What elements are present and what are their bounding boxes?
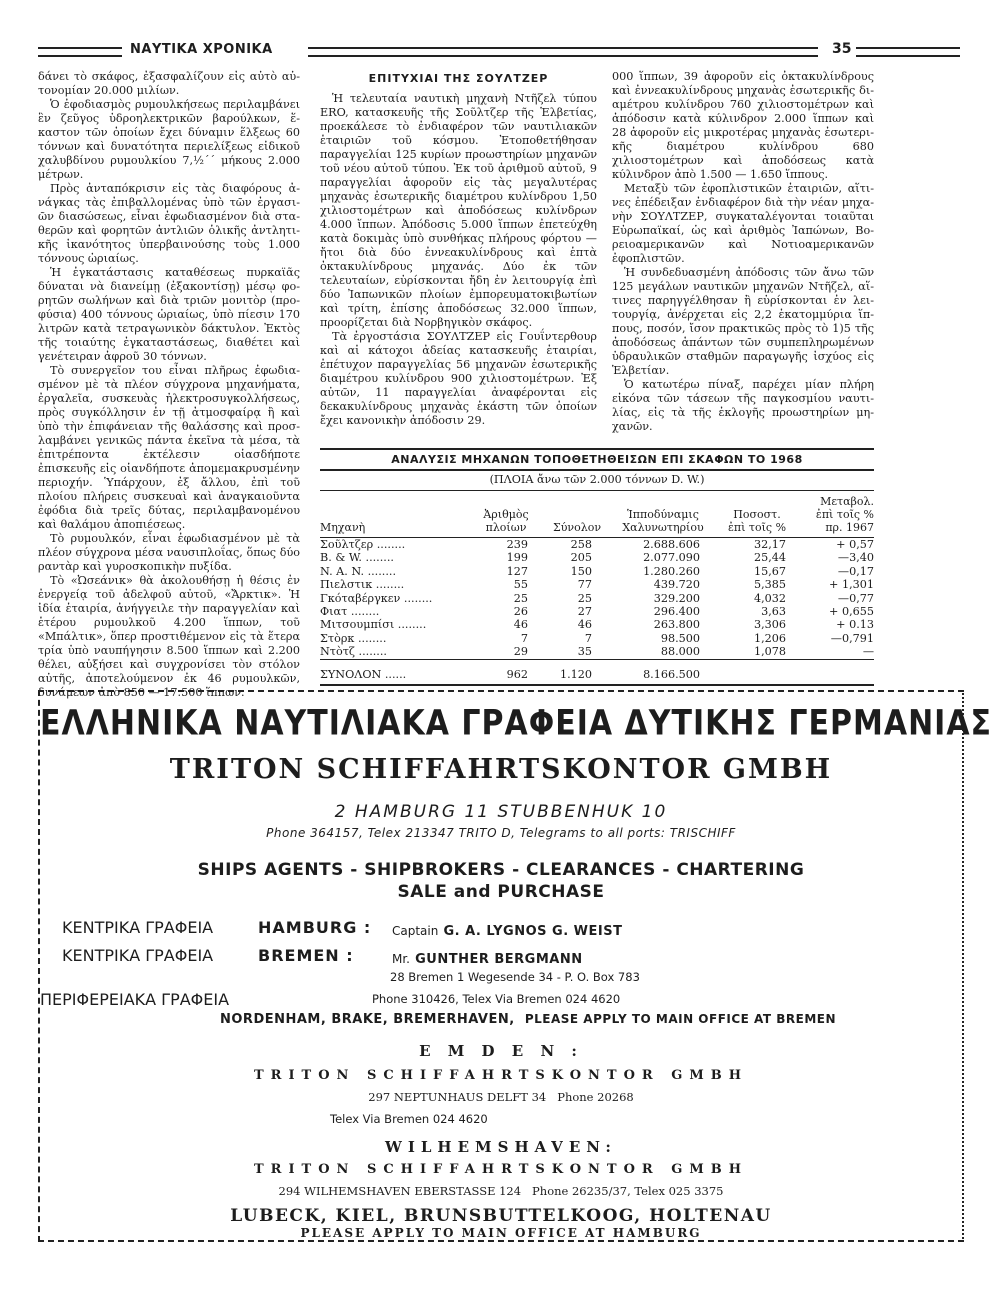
cell-ships: 127 bbox=[506, 564, 528, 578]
cell-change: + 1,301 bbox=[829, 578, 874, 592]
bottom-cities: LUBECK, KIEL, BRUNSBUTTELKOOG, HOLTENAU bbox=[230, 1206, 772, 1226]
col-header-percent: Ποσοστ. ἐπὶ τοῖς % bbox=[714, 491, 800, 538]
col-header-change: Μεταβολ. ἐπὶ τοῖς % πρ. 1967 bbox=[800, 491, 874, 538]
cell-change: + 0.13 bbox=[836, 618, 874, 632]
paragraph: 000 ἵππων, 39 ἀφοροῦν εἰς ὀκτακυλίνδρους καὶ ἐννεακυλίνδρους μηχανὰς ἐσωτερικῆς διαμέτρου κυλίνδρου 760 χιλιοστομέτρων καὶ ἀπόδοσιν κατὰ κύλινδρον 2.000 ἵππων καὶ 28 ἀφοροῦν εἰς μικροτέρας μηχανὰς ἐσωτερικῆς διαμέτρου κυλίνδρου 680 χιλιοστομέτρων καὶ ἀποδόσεως κατὰ κύλινδρον ἀπὸ 1.500 — 1.650 ἵππους. bbox=[612, 70, 874, 181]
paragraph: Ἡ τελευταία ναυτικὴ μηχανὴ Ντῆζελ τύπου ERO, κατασκευῆς τῆς Σοῦλτζερ τῆς Ἑλβετίας, προεκάλεσε τὸ ἐνδιαφέρον τῶν ναυτιλιακῶν ἑταιριῶν τοῦ κόσμου. Ἐτοποθετήθησαν παραγγελίαι 125 κυρίων προωστηρίων μηχανῶν τοῦ νέου αὐτοῦ τύπου. Ἐκ τοῦ ἀριθμοῦ αὐτοῦ, 9 παραγγελίαι ἀφοροῦν εἰς τὰς μεγαλυτέρας μηχανὰς ἐσωτερικῆς διαμέτρου κυλίνδρου 1,50 χιλιοστομέτρων καὶ ἀποδόσεως κυλίνδρων 4.000 ἵππων. Ἀπόδοσις 5.000 ἵππων ἐπετεύχθη κατὰ δοκιμὰς ὑπὸ συνθήκας πλήρους φόρτου — ἤτοι διὰ δύο ἐννεακυλίνδρους καὶ ἑπτὰ ὀκτακυλίνδρους μηχανάς. Δύο ἐκ τῶν τελευταίων, εὑρίσκονται ἤδη ἐν λειτουργίᾳ ἐπὶ δύο Ἰαπωνικῶν πλοίων ἐμπορευματοκιβωτίων καὶ τρίτη, ἐπίσης ἀποδόσεως 32.000 ἵππων, προορίζεται διὰ Νορβηγικὸν σκάφος. bbox=[320, 92, 597, 329]
cell-percent: 1,078 bbox=[753, 645, 786, 659]
table-header-row bbox=[320, 491, 874, 538]
cell-name: Ντὸτζ ........ bbox=[320, 645, 387, 659]
cell-ships: 25 bbox=[513, 591, 528, 605]
cell-name: Σοῦλτζερ ........ bbox=[320, 538, 406, 551]
wilhelmshaven-company: TRITON SCHIFFAHRTSKONTOR GMBH bbox=[253, 1162, 748, 1177]
hq-contact-hamburg: Captain G. A. LYGNOS G. WEIST bbox=[392, 924, 623, 939]
ad-services-line-1: SHIPS AGENTS - SHIPBROKERS - CLEARANCES - CHARTERING bbox=[197, 860, 805, 880]
cell-total: 35 bbox=[577, 645, 592, 659]
cell-change: + 0,655 bbox=[829, 605, 874, 619]
cell-ships: 962 bbox=[470, 659, 542, 681]
wilhelmshaven-address-line: 294 WILHEMSHAVEN EBERSTASSE 124 Phone 26235/37, Telex 025 3375 bbox=[278, 1184, 724, 1198]
hq-city-bremen: BREMEN : bbox=[258, 946, 354, 965]
header-rule bbox=[856, 47, 960, 57]
cell-percent: 5,385 bbox=[753, 578, 786, 592]
cell-percent: 3,306 bbox=[753, 618, 786, 632]
cell-total: 258 bbox=[570, 538, 592, 551]
table-row bbox=[320, 565, 874, 578]
cell-change: + 0,57 bbox=[836, 538, 874, 551]
cell-hp: 8.166.500 bbox=[612, 659, 714, 681]
paragraph: Μεταξὺ τῶν ἐφοπλιστικῶν ἑταιριῶν, αἵτινες ἐπέδειξαν ἐνδιαφέρον διὰ τὴν νέαν μηχανὴν ΣΟΥΛΤΖΕΡ, συγκαταλέγονται τοιαῦται Εὐρωπαϊκαί, ὡς καὶ ἀριθμὸς Ἰαπώνων, Βορειοαμερικανῶν καὶ Νοτιοαμερικανῶν ἐφοπλιστῶν. bbox=[612, 182, 874, 265]
article-heading: ΕΠΙΤΥΧΙΑΙ ΤΗΣ ΣΟΥΛΤΖΕΡ bbox=[368, 72, 549, 85]
bremen-phone: Phone 310426, Telex Via Bremen 024 4620 bbox=[372, 992, 621, 1006]
emden-company: TRITON SCHIFFAHRTSKONTOR GMBH bbox=[253, 1068, 748, 1083]
engine-analysis-table bbox=[320, 448, 874, 686]
cell-total: 150 bbox=[570, 564, 592, 578]
cell-name: B. & W. ........ bbox=[320, 551, 394, 565]
ad-headline: ΕΛΛΗΝΙΚΑ ΝΑΥΤΙΛΙΑΚΑ ΓΡΑΦΕΙΑ ΔΥΤΙΚΗΣ ΓΕΡΜΑΝΙΑΣ bbox=[40, 703, 993, 744]
cell-hp: 2.688.606 bbox=[643, 538, 700, 551]
table-row bbox=[320, 578, 874, 591]
hq-city-hamburg: HAMBURG : bbox=[258, 918, 372, 937]
paragraph: Ἡ ἐγκατάστασις καταθέσεως πυρκαϊᾶς δύναται νὰ διανείμῃ (ἐξακοντίσῃ) μέσῳ φορητῶν σωλήνων καὶ διὰ τριῶν μονιτὸρ (προφύσια) 400 τόννους ὡριαίως, ὑπὸ πίεσιν 170 λιτρῶν κατὰ τετραγωνικὸν δάκτυλον. Ἐκτὸς τῆς τοιαύτης ἐγκαταστάσεως, διαθέτει καὶ γενέτειραν ἀφροῦ 30 τόννων. bbox=[38, 266, 300, 363]
table-row bbox=[320, 618, 874, 631]
cell-ships: 55 bbox=[513, 578, 528, 592]
cell-hp: 296.400 bbox=[653, 605, 700, 619]
data-table bbox=[320, 491, 874, 681]
cell-ships: 46 bbox=[513, 618, 528, 632]
page-number: 35 bbox=[832, 41, 852, 57]
cell-hp: 88.000 bbox=[660, 645, 700, 659]
cell-hp: 2.077.090 bbox=[643, 551, 700, 565]
cell-total: 27 bbox=[577, 605, 592, 619]
cell-ships: 239 bbox=[506, 538, 528, 551]
col-header-ships: Ἀριθμὸς πλοίων bbox=[470, 491, 542, 538]
triton-advertisement bbox=[38, 690, 993, 1242]
cell-percent: 4,032 bbox=[753, 591, 786, 605]
table-row bbox=[320, 551, 874, 564]
table-row bbox=[320, 538, 874, 552]
bottom-note: PLEASE APPLY TO MAIN OFFICE AT HAMBURG bbox=[300, 1226, 702, 1240]
cell-percent: 1,206 bbox=[753, 631, 786, 645]
regional-offices-line: NORDENHAM, BRAKE, BREMERHAVEN, PLEASE APPLY TO MAIN OFFICE AT BREMEN bbox=[220, 1012, 837, 1027]
article-column-2 bbox=[320, 72, 597, 428]
article-column-1 bbox=[38, 70, 300, 700]
paragraph: Ἡ συνδεδυασμένη ἀπόδοσις τῶν ἄνω τῶν 125 μεγάλων ναυτικῶν μηχανῶν Ντῆζελ, αἵτινες παρηγγέλθησαν ἢ εὑρίσκονται ἐν λειτουργίᾳ, ἀνέρχεται εἰς 2,2 ἑκατομμύρια ἵππους, ποσόν, ἴσον πρακτικῶς πρὸς τὸ 1)5 τῆς ἀποδόσεως ἁπάντων τῶν συμπεπληρωμένων ὑδραυλικῶν σταθμῶν παραγωγῆς ἰσχύος εἰς Ἑλβετίαν. bbox=[612, 266, 874, 377]
cell-hp: 439.720 bbox=[653, 578, 700, 592]
header-rule bbox=[38, 47, 122, 57]
paragraph: δάνει τὸ σκάφος, ἐξασφαλίζουν εἰς αὐτὸ αὐτονομίαν 20.000 μιλίων. bbox=[38, 70, 300, 97]
paragraph: Τὸ συνεργεῖον του εἶναι πλῆρως ἐφωδιασμένον μὲ τὰ πλέον σύγχρονα μηχανήματα, ἐργαλεῖα, συσκευὰς ἠλεκτροσυγκολλήσεως, πρὸς συγκόλλησιν ἐν τῇ ἀτμοσφαίρᾳ ἢ καὶ ὑπὸ τὴν ἐπιφάνειαν τῆς θαλάσσης καὶ προσλαμβάνει γενικῶς πάντα ἐκεῖνα τὰ μέσα, τὰ ἐπιτρέποντα ἐκτέλεσιν οἱασδήποτε ἐπισκευῆς εἰς οἱανδήποτε ἀπομεμακρυσμένην περιοχήν. Ὑπάρχουν, ἐξ ἄλλου, ἐπὶ τοῦ πλοίου πλήρεις συσκευαὶ καὶ ἀναγκαιοῦντα ἐφόδια διὰ τρεῖς δύτας, περιλαμβανομένου καὶ θαλάμου ἀποπιέσεως. bbox=[38, 364, 300, 531]
cell-name: Γκόταβέργκεν ........ bbox=[320, 591, 433, 605]
cell-total: 77 bbox=[577, 578, 592, 592]
paragraph: Τὰ ἐργοστάσια ΣΟΥΛΤΖΕΡ εἰς Γουΐντερθουρ καὶ αἱ κάτοχοι ἀδείας κατασκευῆς ἑταιρίαι, ἐπέτυχον παραγγελίας 56 μηχανῶν ἐσωτερικῆς διαμέτρου κυλίνδρου 900 χιλιοστομέτρων. Ἐξ αὐτῶν, 11 παραγγελίαι ἀναφέρονται εἰς δεκακυλίνδρους μηχανὰς ἑκάστη τῶν ὁποίων ἔχει κανονικὴν ἀπόδοσιν 29. bbox=[320, 330, 597, 427]
cell-name: Στὸρκ ........ bbox=[320, 631, 387, 645]
bremen-address: 28 Bremen 1 Wegesende 34 - P. O. Box 783 bbox=[390, 970, 640, 984]
cell-change: —3,40 bbox=[837, 551, 874, 565]
cell-ships: 29 bbox=[513, 645, 528, 659]
cell-name: N. A. N. ........ bbox=[320, 564, 397, 578]
ad-hamburg-address: 2 HAMBURG 11 STUBBENHUK 10 bbox=[334, 802, 668, 822]
table-row bbox=[320, 592, 874, 605]
paragraph: Τὸ «Ὠσεάνικ» θὰ ἀκολουθήσῃ ἡ θέσις ἐν ἐνεργείᾳ τοῦ ἀδελφοῦ αὐτοῦ, «Ἄρκτικ». Ἡ ἰδία ἑταιρία, ἀνήγγειλε τὴν παραγγελίαν καὶ ἑτέρου ρυμουλκοῦ 4.200 ἵππων, τοῦ «Μπάλτικ», ὅπερ προστιθέμενον εἰς τὰ ἕτερα τρία ὑπὸ ναυπήγησιν 8.500 ἵππων καὶ 2.200 θέλει, αὐξήσει καὶ συγχρονίσει τὸν στόλον αὐτῆς, ἀποτελούμενον ἐκ 46 ρυμουλκῶν, δυνάμεων ἀπὸ 850 — 17.500 ἵππων. bbox=[38, 574, 300, 699]
paragraph: Πρὸς ἀνταπόκρισιν εἰς τὰς διαφόρους ἀνάγκας τὰς ἐπιβαλλομένας ὑπὸ τῶν ἐργασιῶν διασώσεως, εἶναι ἐφωδιασμένον διὰ σταθερῶν καὶ φορητῶν ἀντλιῶν ὁλικῆς ἀντλητικῆς ἱκανότητος ὑπερβαινούσης τοὺς 1.000 τόννους ὡριαίως. bbox=[38, 182, 300, 265]
hq-contact-bremen: Mr. GUNTHER BERGMANN bbox=[392, 952, 583, 967]
table-row bbox=[320, 632, 874, 645]
header-rule bbox=[308, 47, 818, 57]
emden-title: E M D E N : bbox=[419, 1042, 583, 1060]
hq-label: ΚΕΝΤΡΙΚΑ ΓΡΑΦΕΙΑ bbox=[62, 918, 214, 937]
journal-title: ΝΑΥΤΙΚΑ ΧΡΟΝΙΚΑ bbox=[130, 42, 273, 57]
cell-ships: 26 bbox=[513, 605, 528, 619]
cell-percent: 3,63 bbox=[761, 605, 786, 619]
cell-percent: 15,67 bbox=[753, 564, 786, 578]
paragraph: Τὸ ρυμουλκόν, εἶναι ἐφωδιασμένον μὲ τὰ πλέον σύγχρονα μέσα ναυσιπλοΐας, ὅπως δύο ραντὰρ καὶ γυροσκοπικὴν πυξίδα. bbox=[38, 532, 300, 573]
cell-total: 25 bbox=[577, 591, 592, 605]
emden-address-line: 297 NEPTUNHAUS DELFT 34 Phone 20268 bbox=[368, 1090, 634, 1104]
cell-change: — bbox=[862, 645, 874, 659]
table-total-row bbox=[320, 659, 874, 681]
paragraph: Ὁ ἐφοδιασμὸς ρυμουλκήσεως περιλαμβάνει ἓν ζεῦγος ὑδροηλεκτρικῶν βαρούλκων, ἕκαστον τῶν ὁποίων ἔχει δύναμιν ἕλξεως 60 τόννων καὶ δυνατότητα περιελίξεως εἰδικοῦ χαλυβδίνου ρυμουλκίου 7,½΄΄ μήκους 2.000 μέτρων. bbox=[38, 98, 300, 181]
cell-total: 205 bbox=[570, 551, 592, 565]
emden-telex: Telex Via Bremen 024 4620 bbox=[330, 1112, 488, 1126]
regional-label: ΠΕΡΙΦΕΡΕΙΑΚΑ ΓΡΑΦΕΙΑ bbox=[40, 990, 230, 1009]
table-title: ΑΝΑΛΥΣΙΣ ΜΗΧΑΝΩΝ ΤΟΠΟΘΕΤΗΘΕΙΣΩΝ ΕΠΙ ΣΚΑΦΩΝ ΤΟ 1968 bbox=[320, 448, 874, 471]
ad-company-name: TRITON SCHIFFAHRTSKONTOR GMBH bbox=[169, 754, 833, 785]
table-subtitle: (ΠΛΟΙΑ ἄνω τῶν 2.000 τόννων D. W.) bbox=[320, 471, 874, 491]
cell-total: 7 bbox=[584, 631, 592, 645]
cell-hp: 263.800 bbox=[653, 618, 700, 632]
cell-name: Μιτσουμπίσι ........ bbox=[320, 618, 427, 632]
cell-name: ΣΥΝΟΛΟΝ ...... bbox=[320, 659, 470, 681]
col-header-engine: Μηχανὴ bbox=[320, 491, 470, 538]
table-bottom-rule bbox=[320, 681, 874, 686]
cell-hp: 98.500 bbox=[660, 631, 700, 645]
article-column-3 bbox=[612, 70, 874, 434]
ad-services-line-2: SALE and PURCHASE bbox=[397, 882, 605, 902]
cell-total: 1.120 bbox=[542, 659, 612, 681]
table-row bbox=[320, 645, 874, 659]
cell-percent: 25,44 bbox=[753, 551, 786, 565]
ad-contact-line: Phone 364157, Telex 213347 TRITO D, Telegrams to all ports: TRISCHIFF bbox=[266, 826, 736, 840]
cell-ships: 199 bbox=[506, 551, 528, 565]
cell-hp: 329.200 bbox=[653, 591, 700, 605]
paragraph: Ὁ κατωτέρω πίναξ, παρέχει μίαν πλήρη εἰκόνα τῶν τάσεων τῆς παγκοσμίου ναυτιλίας, εἰς τὰ τῆς ἐκλογῆς προωστηρίων μηχανῶν. bbox=[612, 378, 874, 433]
cell-name: Πιελστικ ........ bbox=[320, 578, 405, 592]
cell-name: Φιατ ........ bbox=[320, 605, 380, 619]
cell-total: 46 bbox=[577, 618, 592, 632]
cell-change: —0,77 bbox=[837, 591, 874, 605]
hq-label: ΚΕΝΤΡΙΚΑ ΓΡΑΦΕΙΑ bbox=[62, 946, 214, 965]
running-header bbox=[38, 40, 960, 62]
wilhelmshaven-title: WILHEMSHAVEN: bbox=[385, 1138, 617, 1156]
cell-change: —0,791 bbox=[830, 631, 874, 645]
cell-ships: 7 bbox=[520, 631, 528, 645]
cell-percent: 32,17 bbox=[753, 538, 786, 551]
table-row bbox=[320, 605, 874, 618]
cell-change: —0,17 bbox=[837, 564, 874, 578]
col-header-horsepower: Ἱπποδύναμις Χαλυνωτηρίου bbox=[612, 491, 714, 538]
cell-hp: 1.280.260 bbox=[643, 564, 700, 578]
col-header-total: Σύνολον bbox=[542, 491, 612, 538]
